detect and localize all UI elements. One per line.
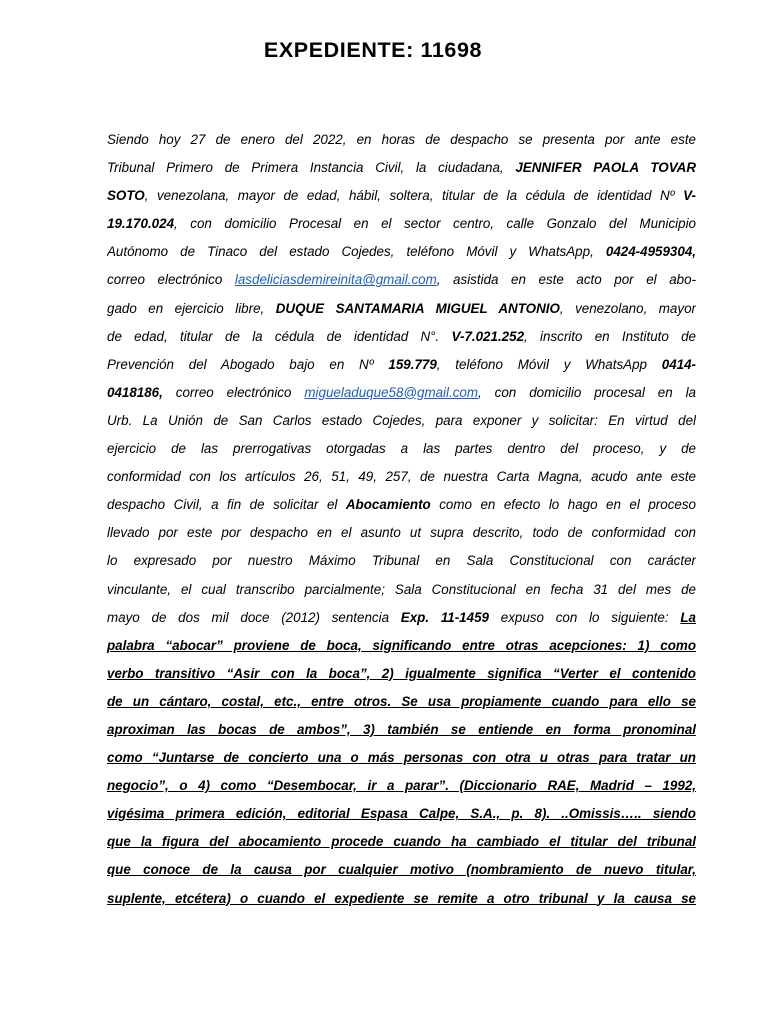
text-segment: vinculante, el cual transcribo parcialmente; Sala Constitucional en fecha 31 del mes de (107, 581, 696, 597)
text-line (107, 435, 696, 463)
text-segment: Tribunal Primero de Primera Instancia Civil, la ciudadana, (107, 160, 516, 176)
text-line (107, 407, 696, 435)
bold-text: La (680, 609, 696, 625)
bold-text: SOTO (107, 188, 145, 204)
bold-text: como “Juntarse de concierto una o más personas con otra u otras para tratar un (107, 750, 696, 766)
text-segment: Autónomo de Tinaco del estado Cojedes, teléfono Móvil y WhatsApp, (107, 244, 606, 260)
bold-text: 0414- (661, 356, 696, 372)
bold-text: V-7.021.252 (451, 328, 525, 344)
text-line (107, 491, 696, 519)
bold-text: 0418186, (107, 384, 163, 400)
text-line (107, 519, 696, 547)
text-line (107, 688, 696, 716)
text-line (107, 266, 696, 294)
text-line (107, 716, 696, 744)
text-line (107, 295, 696, 323)
text-segment: , con domicilio procesal en la (478, 384, 696, 400)
bold-text: Exp. 11-1459 (400, 609, 489, 625)
text-segment: , asistida en este acto por el abo- (436, 272, 696, 288)
text-line (107, 856, 696, 884)
email-link[interactable]: lasdeliciasdemireinita@gmail.com (234, 272, 437, 288)
bold-text: vigésima primera edición, editorial Espasa Calpe, S.A., p. 8). ..Omissis….. siendo (107, 806, 696, 822)
text-line (107, 182, 696, 210)
bold-text: de un cántaro, costal, etc., entre otros. Se usa propiamente cuando para ello se (107, 693, 696, 709)
text-segment: , venezolana, mayor de edad, hábil, soltera, titular de la cédula de identidad Nº (144, 188, 684, 204)
bold-text: JENNIFER PAOLA TOVAR (515, 160, 696, 176)
email-link[interactable]: migueladuque58@gmail.com (304, 384, 479, 400)
bold-text: suplente, etcétera) o cuando el expediente se remite a otro tribunal y la causa se (107, 890, 696, 906)
bold-text: 159.779 (388, 356, 437, 372)
bold-text: palabra “abocar” proviene de boca, significando entre otras acepciones: 1) como (107, 637, 696, 653)
text-segment: Urb. La Unión de San Carlos estado Cojedes, para exponer y solicitar: En virtud del (107, 412, 696, 428)
text-line (107, 210, 696, 238)
text-segment: correo electrónico (162, 384, 305, 400)
text-segment: Prevención del Abogado bajo en Nº (107, 356, 389, 372)
text-line (107, 323, 696, 351)
text-line (107, 379, 696, 407)
bold-text: verbo transitivo “Asir con la boca”, 2) igualmente significa “Verter el contenido (107, 665, 696, 681)
text-segment: expuso con lo siguiente: (488, 609, 681, 625)
text-segment: conformidad con los artículos 26, 51, 49, 257, de nuestra Carta Magna, acudo ante este (107, 469, 696, 485)
text-segment: , con domicilio Procesal en el sector centro, calle Gonzalo del Municipio (174, 216, 696, 232)
text-line (107, 154, 696, 182)
text-line (107, 828, 696, 856)
text-line (107, 632, 696, 660)
text-segment: gado en ejercicio libre, (107, 300, 276, 316)
bold-text: Abocamiento (345, 497, 431, 513)
bold-text: DUQUE SANTAMARIA MIGUEL ANTONIO (275, 300, 560, 316)
text-segment: , venezolano, mayor (559, 300, 696, 316)
text-line (107, 351, 696, 379)
bold-text: V- (683, 188, 696, 204)
text-segment: correo electrónico (107, 272, 235, 288)
text-segment: Siendo hoy 27 de enero del 2022, en horas de despacho se presenta por ante este (107, 132, 696, 147)
text-segment: , inscrito en Instituto de (524, 328, 696, 344)
document-body (107, 126, 696, 913)
bold-text: negocio”, o 4) como “Desembocar, ir a parar”. (Diccionario RAE, Madrid – 1992, (107, 778, 696, 794)
text-segment: llevado por este por despacho en el asunto ut supra descrito, todo de conformidad con (107, 525, 696, 541)
text-segment: ejercicio de las prerrogativas otorgadas a las partes dentro del proceso, y de (107, 441, 696, 457)
bold-text: aproximan las bocas de ambos”, 3) también se entiende en forma pronominal (107, 721, 696, 737)
text-line (107, 126, 696, 154)
text-segment: como en efecto lo hago en el proceso (430, 497, 696, 513)
text-segment: de edad, titular de la cédula de identidad N°. (107, 328, 452, 344)
bold-text: 19.170.024 (107, 216, 175, 232)
text-segment: , teléfono Móvil y WhatsApp (436, 356, 662, 372)
text-line (107, 885, 696, 913)
text-segment: despacho Civil, a fin de solicitar el (107, 497, 346, 513)
text-line (107, 547, 696, 575)
bold-text: que la figura del abocamiento procede cuando ha cambiado el titular del tribunal (107, 834, 696, 850)
document-title: EXPEDIENTE: 11698 (263, 38, 483, 62)
bold-text: 0424-4959304, (605, 244, 696, 260)
text-line (107, 463, 696, 491)
text-line (107, 576, 696, 604)
bold-text: que conoce de la causa por cualquier motivo (nombramiento de nuevo titular, (107, 862, 696, 878)
text-segment: mayo de dos mil doce (2012) sentencia (107, 609, 401, 625)
text-line (107, 744, 696, 772)
text-line (107, 604, 696, 632)
text-line (107, 660, 696, 688)
text-segment: lo expresado por nuestro Máximo Tribunal en Sala Constitucional con carácter (107, 553, 696, 569)
text-line (107, 238, 696, 266)
text-line (107, 800, 696, 828)
text-line (107, 772, 696, 800)
